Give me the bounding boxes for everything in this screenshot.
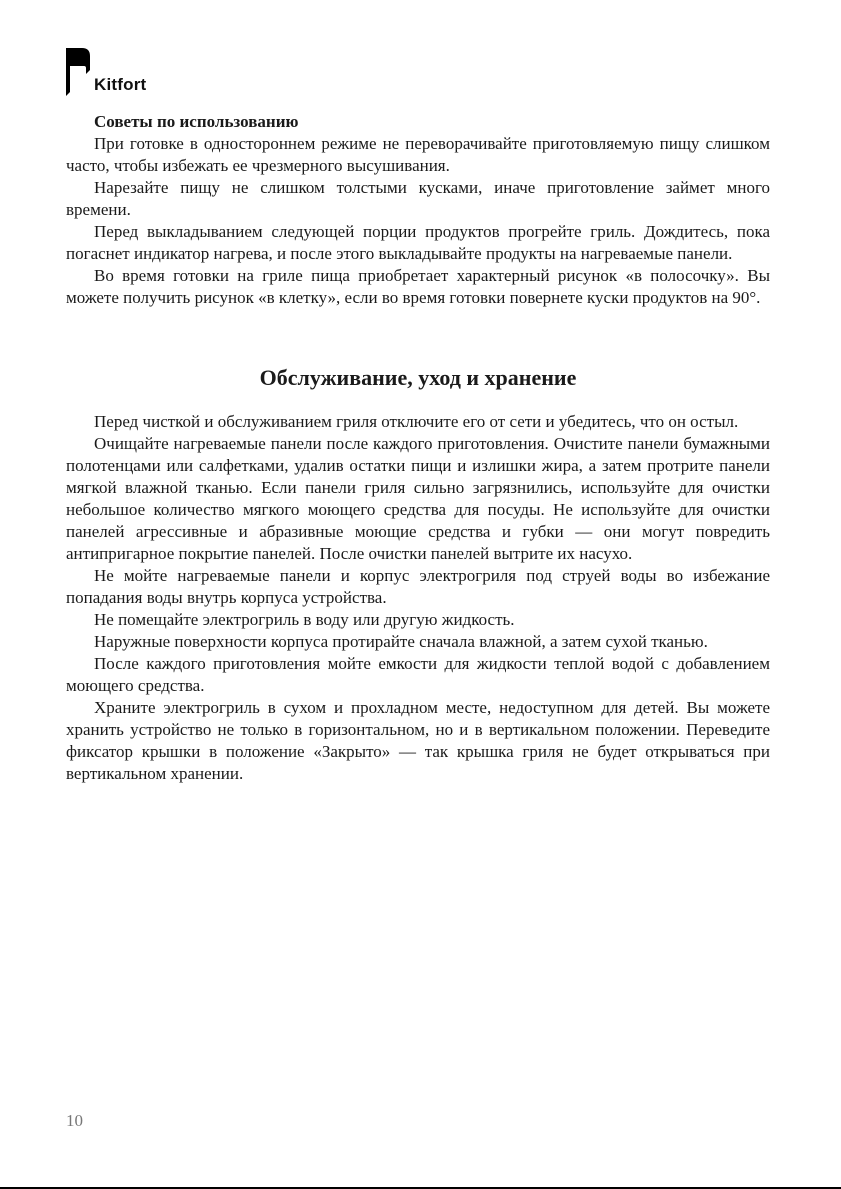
tips-paragraph: При готовке в одностороннем режиме не переворачивайте приготовляемую пищу слишком часто, чтобы избежать ее чрезмерного высушивания. — [66, 134, 770, 175]
page-number: 10 — [66, 1111, 83, 1130]
tips-paragraph: Нарезайте пищу не слишком толстыми кусками, иначе приготовление займет много времени. — [66, 178, 770, 219]
care-paragraph: Очищайте нагреваемые панели после каждого приготовления. Очистите панели бумажными полотенцами или салфетками, удалив остатки пищи и излишки жира, а затем протрите панели мягкой влажной тканью. Если панели гриля сильно загрязнились, используйте для очистки небольшое количество мягкого моющего средства для посуды. Не используйте для очистки панелей агрессивные и абразивные моющие средства и губки — они могут повредить антипригарное покрытие панелей. После очистки панелей вытрите их насухо. — [66, 434, 770, 563]
brand-logo — [66, 48, 186, 98]
tips-paragraph: Во время готовки на гриле пища приобретает характерный рисунок «в полосочку». Вы можете получить рисунок «в клетку», если во время готовки повернете куски продуктов на 90°. — [66, 266, 770, 307]
care-paragraph: Перед чисткой и обслуживанием гриля отключите его от сети и убедитесь, что он остыл. — [94, 412, 739, 431]
tips-heading: Советы по использованию — [94, 112, 299, 131]
kitfort-logo-icon — [66, 48, 90, 96]
care-paragraph: Не помещайте электрогриль в воду или другую жидкость. — [94, 610, 515, 629]
care-paragraph: Храните электрогриль в сухом и прохладном месте, недоступном для детей. Вы можете хранить устройство не только в горизонтальном, но и в вертикальном положении. Переведите фиксатор крышки в положение «Закрыто» — так крышка гриля не будет открываться при вертикальном хранении. — [66, 698, 770, 783]
section-title: Обслуживание, уход и хранение — [259, 365, 577, 390]
page-content — [66, 111, 770, 785]
tips-paragraph: Перед выкладыванием следующей порции продуктов прогрейте гриль. Дождитесь, пока погаснет индикатор нагрева, и после этого выкладывайте продукты на нагреваемые панели. — [66, 222, 770, 263]
brand-name: Kitfort — [94, 75, 147, 94]
care-paragraph: После каждого приготовления мойте емкости для жидкости теплой водой с добавлением моющего средства. — [66, 654, 770, 695]
care-section — [66, 411, 770, 785]
care-paragraph: Не мойте нагреваемые панели и корпус электрогриля под струей воды во избежание попадания воды внутрь корпуса устройства. — [66, 566, 770, 607]
care-paragraph: Наружные поверхности корпуса протирайте сначала влажной, а затем сухой тканью. — [94, 632, 708, 651]
